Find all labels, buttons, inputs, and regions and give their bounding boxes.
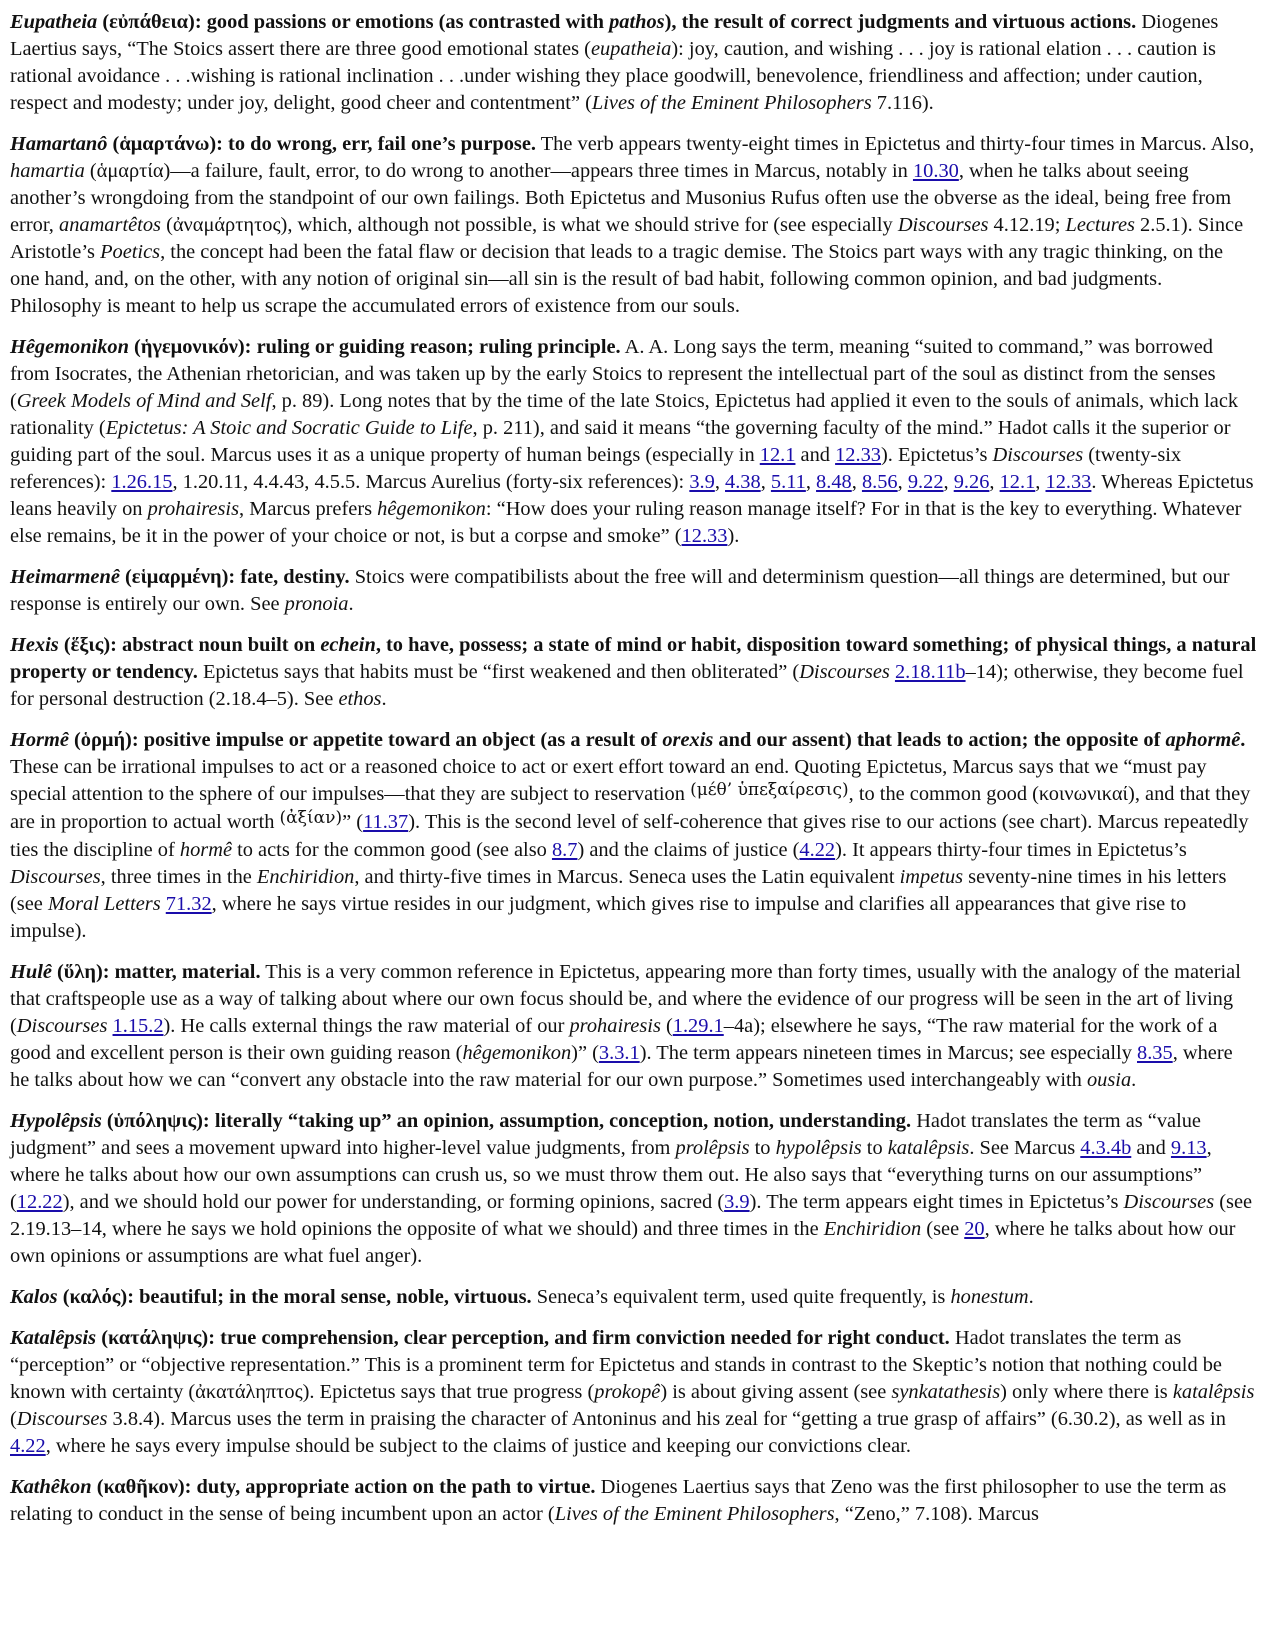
body-text: (twenty-six references): <box>10 444 1182 493</box>
body-text: to <box>749 1137 776 1159</box>
term-italic: Eupatheia <box>10 11 98 33</box>
italic-text: ousia <box>1086 1069 1132 1091</box>
term-italic: Hypolêpsis <box>10 1110 102 1132</box>
body-text: . <box>348 593 354 615</box>
italic-text: Discourses <box>992 444 1084 466</box>
body-text: These can be irrational impulses to act or a reasoned choice to act or exert effort toward an end. Quoting Epictetus, Marcus says that we “must pay special attention to the sphere of our impulses—that they are subject to reservation <box>10 756 1207 805</box>
italic-text: katalêpsis <box>1172 1381 1255 1403</box>
body-text: ): joy, caution, and wishing . . . joy is rational elation . . . caution is rational avoidance . . .wishing is rational inclination . . .under wishing they place goodwill, benevolence, friendliness and affection; under caution, respect and modesty; under joy, delight, good cheer and contentment” ( <box>10 38 1216 114</box>
italic-text: hypolêpsis <box>775 1137 862 1159</box>
italic-text: Discourses <box>897 214 989 236</box>
italic-text: prokopê <box>594 1381 661 1403</box>
term-italic: Kalos <box>10 1286 58 1308</box>
italic-text: prohairesis <box>569 1015 661 1037</box>
body-text: , where he talks about how we can “convert any obstacle into the raw material for our own purpose.” Sometimes used interchangeably with <box>10 1042 1233 1091</box>
body-text: ). The term appears nineteen times in Marcus; see especially <box>639 1042 1137 1064</box>
glossary-entry-heimarmene <box>10 564 1257 618</box>
cross-reference-link[interactable]: 8.7 <box>551 839 578 861</box>
body-text: . Whereas Epictetus leans heavily on <box>10 471 1254 520</box>
body-text: , and thirty-five times in Marcus. Seneca uses the Latin equivalent <box>354 866 900 888</box>
glossary-entry-hamartano <box>10 131 1257 320</box>
italic-text: prohairesis <box>147 498 239 520</box>
cross-reference-link[interactable]: 1.15.2 <box>112 1015 164 1037</box>
entry-term-heading <box>10 729 1245 751</box>
glossary-entry-eupatheia <box>10 9 1257 117</box>
body-text: 4.12.19; <box>988 214 1066 236</box>
body-text: . <box>381 688 387 710</box>
body-text: , <box>714 471 726 493</box>
italic-text: eupatheia <box>590 38 672 60</box>
body-text: , the concept had been the fatal flaw or decision that leads to a tragic demise. The Stoics part ways with any tragic thinking, on the one hand, and, on the other, with any notion of original sin—all sin is the result of bad habit, following common opinion, and bad judgments. Philosophy is meant to help us scrape the accumulated errors of existence from our souls. <box>10 241 1224 317</box>
body-text: ). <box>727 525 740 547</box>
cross-reference-link[interactable]: 12.33 <box>835 444 881 466</box>
italic-text: synkatathesis <box>891 1381 1001 1403</box>
italic-text: pronoia <box>284 593 349 615</box>
cross-reference-link[interactable]: 3.9 <box>724 1191 750 1213</box>
cross-reference-link[interactable]: 8.56 <box>861 471 898 493</box>
body-text: ), and we should hold our power for understanding, or forming opinions, sacred ( <box>62 1191 725 1213</box>
body-text: (see <box>921 1218 965 1240</box>
body-text: 7.116). <box>871 92 934 114</box>
term-italic: Hêgemonikon <box>10 336 129 358</box>
cross-reference-link[interactable]: 1.26.15 <box>111 471 173 493</box>
body-text: . <box>1028 1286 1034 1308</box>
body-text: (see 2.19.13–14, where he says we hold opinions the opposite of what we should) and three times in the <box>10 1191 1253 1240</box>
term-text: . <box>1240 729 1246 751</box>
italic-text: Moral Letters <box>47 893 161 915</box>
body-text: –4a); elsewhere he says, “The raw material for the work of a good and excellent person is their own guiding reason ( <box>10 1015 1218 1064</box>
body-text: Stoics were compatibilists about the free will and determinism question—all things are determined, but our response is entirely our own. See <box>10 566 1230 615</box>
cross-reference-link[interactable]: 9.26 <box>953 471 990 493</box>
italic-text: Lectures <box>1065 214 1135 236</box>
body-text: ). It appears thirty-four times in Epictetus’s <box>835 839 1187 861</box>
term-text: (ὕλη): matter, material. <box>51 961 261 983</box>
italic-text: prolêpsis <box>675 1137 750 1159</box>
glossary-entry-hule <box>10 959 1257 1094</box>
term-italic: Kathêkon <box>10 1476 92 1498</box>
italic-text: hêgemonikon <box>462 1042 572 1064</box>
italic-text: hamartia <box>10 160 85 182</box>
cross-reference-link[interactable]: 12.1 <box>759 444 796 466</box>
body-text: and <box>1131 1137 1171 1159</box>
body-text: , where he says virtue resides in our judgment, which gives rise to impulse and clarifies all appearances that give rise to impulse). <box>10 893 1187 942</box>
cross-reference-link[interactable]: 8.48 <box>816 471 852 493</box>
body-text: , where he talks about how our own opinions or assumptions are what fuel anger). <box>10 1218 1236 1267</box>
term-text: (ἕξις): abstract noun built on <box>58 634 321 656</box>
body-text: ( <box>10 1408 17 1430</box>
body-text: and <box>795 444 836 466</box>
term-italic: Hormê <box>10 729 69 751</box>
term-italic: aphormê <box>1165 729 1241 751</box>
italic-text: Poetics <box>100 241 161 263</box>
glossary-entry-katheekon <box>10 1474 1257 1528</box>
body-text: The verb appears twenty-eight times in Epictetus and thirty-four times in Marcus. Also, <box>535 133 1255 155</box>
body-text: –14); otherwise, they become fuel for personal destruction (2.18.4–5). See <box>10 661 1244 710</box>
italic-text: Discourses <box>16 1408 108 1430</box>
body-text: , <box>805 471 817 493</box>
cross-reference-link[interactable]: 1.29.1 <box>672 1015 724 1037</box>
term-italic: Hexis <box>10 634 59 656</box>
term-text: (ὑπόληψις): literally “taking up” an opinion, assumption, conception, notion, understanding. <box>101 1110 912 1132</box>
entry-term-heading <box>10 961 261 983</box>
body-text: , three times in the <box>100 866 257 888</box>
term-italic: pathos <box>609 11 665 33</box>
entry-term-heading <box>10 1110 911 1132</box>
body-text: This is a very common reference in Epictetus, appearing more than forty times, usually with the analogy of the material that craftspeople use as a way of talking about where our own focus should be, and where the evidence of our progress will be seen in the art of living ( <box>10 961 1241 1037</box>
cross-reference-link[interactable]: 12.33 <box>1045 471 1092 493</box>
body-text: , <box>1035 471 1046 493</box>
term-text: , to have, possess; a state of mind or habit, disposition toward something; of physical things, a natural property or tendency. <box>10 634 1257 683</box>
body-text: A. A. Long says the term, meaning “suited to command,” was borrowed from Isocrates, the Athenian rhetorician, and was taken up by the early Stoics to represent the intellectual part of the soul as distinct from the senses ( <box>10 336 1216 412</box>
glossary-entry-hypolepsis <box>10 1108 1257 1270</box>
entry-term-heading <box>10 566 350 588</box>
body-text: , to the common good (κοινωνικαί), and that they are in proportion to actual worth <box>10 783 1251 833</box>
term-italic: Hamartanô <box>10 133 108 155</box>
body-text: to <box>861 1137 888 1159</box>
body-text: , <box>851 471 862 493</box>
cross-reference-link[interactable]: 12.1 <box>999 471 1036 493</box>
body-text: ). He calls external things the raw material of our <box>163 1015 570 1037</box>
cross-reference-link[interactable]: 4.22 <box>10 1435 46 1457</box>
body-text: Epictetus says that habits must be “first weakened and then obliterated” ( <box>197 661 800 683</box>
italic-text: hêgemonikon <box>377 498 486 520</box>
glossary-entry-kalos <box>10 1284 1257 1311</box>
italic-text: Enchiridion <box>256 866 355 888</box>
term-italic: Katalêpsis <box>10 1327 97 1349</box>
entry-term-heading <box>10 11 1136 33</box>
italic-text: Greek Models of Mind and Self <box>16 390 272 412</box>
body-text: ) and the claims of justice ( <box>577 839 800 861</box>
body-text: , where he says every impulse should be subject to the claims of justice and keeping our convictions clear. <box>45 1435 911 1457</box>
body-text: Hadot translates the term as “perception” or “objective representation.” This is a prominent term for Epictetus and stands in contrast to the Skeptic’s notion that nothing could be known with certainty (ἀκατάληπτος). Epictetus says that true progress ( <box>10 1327 1222 1403</box>
body-text: ). This is the second level of self-coherence that gives rise to our actions (see chart). Marcus repeatedly ties the discipline of <box>10 811 1249 861</box>
italic-text: Lives of the Eminent Philosophers <box>591 92 872 114</box>
term-text: (ἁμαρτάνω): to do wrong, err, fail one’s purpose. <box>107 133 536 155</box>
body-text: , where he talks about how our own assumptions can crush us, so we must throw them out. He also says that “everything turns on our assumptions” ( <box>10 1137 1212 1213</box>
italic-text: Epictetus: A Stoic and Socratic Guide to Life <box>105 417 473 439</box>
term-italic: Heimarmenê <box>10 566 120 588</box>
cross-reference-link[interactable]: 20 <box>964 1218 985 1240</box>
italic-text: Enchiridion <box>823 1218 922 1240</box>
glossary-entry-hexis <box>10 632 1257 713</box>
cross-reference-link[interactable]: 8.35 <box>1137 1042 1173 1064</box>
body-text: , 1.20.11, 4.4.43, 4.5.5. Marcus Aurelius (forty-six references): <box>172 471 690 493</box>
cross-reference-link[interactable]: 4.3.4b <box>1080 1137 1132 1159</box>
cross-reference-link[interactable]: 4.22 <box>799 839 836 861</box>
cross-reference-link[interactable]: 11.37 <box>363 811 409 833</box>
body-text: , <box>897 471 908 493</box>
body-text: )” ( <box>571 1042 599 1064</box>
body-text: , p. 211), and said it means “the governing faculty of the mind.” Hadot calls it the superior or guiding part of the soul. Marcus uses it as a unique property of human beings (especially in <box>10 417 1231 466</box>
italic-text: honestum <box>950 1286 1029 1308</box>
body-text: Hadot translates the term as “value judgment” and sees a movement upward into higher-level value judgments, from <box>10 1110 1201 1159</box>
italic-text: Lives of the Eminent Philosophers <box>554 1503 835 1525</box>
italic-text: ethos <box>338 688 382 710</box>
entry-term-heading <box>10 133 536 155</box>
cross-reference-link[interactable]: 71.32 <box>165 893 212 915</box>
body-text: Diogenes Laertius says, “The Stoics assert there are three good emotional states ( <box>10 11 1219 60</box>
italic-text: impetus <box>899 866 964 888</box>
body-text: 3.8.4). Marcus uses the term in praising the character of Antoninus and his zeal for “getting a true grasp of affairs” (6.30.2), as well as in <box>107 1408 1226 1430</box>
cross-reference-link[interactable]: 12.22 <box>16 1191 63 1213</box>
body-text: : “How does your ruling reason manage itself? For in that is the key to everything. Whatever else remains, be it in the power of your choice or not, is but a corpse and smoke” ( <box>10 498 1242 547</box>
body-text: ). The term appears eight times in Epictetus’s <box>749 1191 1124 1213</box>
body-text: . See Marcus <box>969 1137 1081 1159</box>
body-text: Seneca’s equivalent term, used quite frequently, is <box>531 1286 951 1308</box>
cross-reference-link[interactable]: 9.22 <box>907 471 944 493</box>
body-text: , p. 89). Long notes that by the time of the late Stoics, Epictetus had applied it even to the souls of animals, which lack rationality ( <box>10 390 1239 439</box>
entry-term-heading <box>10 1327 950 1349</box>
italic-text: Discourses <box>799 661 890 683</box>
term-text: and our assent) that leads to action; the opposite of <box>713 729 1166 751</box>
cross-reference-link[interactable]: 3.3.1 <box>598 1042 640 1064</box>
greek-inline: (μέθ’ ὑπεξαίρεσις) <box>690 780 849 800</box>
glossary-entry-katalepsis <box>10 1325 1257 1460</box>
body-text: , Marcus prefers <box>239 498 378 520</box>
body-text: ) only where there is <box>1000 1381 1173 1403</box>
italic-text: katalêpsis <box>887 1137 970 1159</box>
body-text: , <box>989 471 1000 493</box>
body-text: Diogenes Laertius says that Zeno was the first philosopher to use the term as relating to conduct in the sense of being incumbent upon an actor ( <box>10 1476 1227 1525</box>
term-text: (εἱμαρμένη): fate, destiny. <box>119 566 350 588</box>
term-italic: echein <box>320 634 376 656</box>
italic-text: hormê <box>179 839 232 861</box>
body-text: ). Epictetus’s <box>880 444 993 466</box>
body-text: ) is about giving assent (see <box>660 1381 892 1403</box>
entry-term-heading <box>10 1476 596 1498</box>
body-text: to acts for the common good (see also <box>232 839 552 861</box>
cross-reference-link[interactable]: 5.11 <box>770 471 806 493</box>
body-text: seventy-nine times in his letters (see <box>10 866 1227 915</box>
term-text: (καλός): beautiful; in the moral sense, noble, virtuous. <box>57 1286 532 1308</box>
term-text: (ἡγεμονικόν): ruling or guiding reason; ruling principle. <box>128 336 621 358</box>
term-italic: Hulê <box>10 961 52 983</box>
term-text: (καθῆκον): duty, appropriate action on the path to virtue. <box>91 1476 596 1498</box>
term-text: (κατάληψις): true comprehension, clear perception, and firm conviction needed for right conduct. <box>96 1327 950 1349</box>
body-text: 2.5.1). Since Aristotle’s <box>10 214 1244 263</box>
cross-reference-link[interactable]: 12.33 <box>681 525 728 547</box>
italic-text: Discourses <box>1123 1191 1215 1213</box>
italic-text: Discourses <box>16 1015 108 1037</box>
term-text: (εὐπάθεια): good passions or emotions (as contrasted with <box>97 11 610 33</box>
entry-term-heading <box>10 336 621 358</box>
glossary-entry-horme <box>10 727 1257 945</box>
body-text: , <box>943 471 954 493</box>
body-text: ( <box>660 1015 673 1037</box>
term-italic: orexis <box>662 729 714 751</box>
body-text: ” ( <box>342 811 364 833</box>
body-text: , “Zeno,” 7.108). Marcus <box>834 1503 1039 1525</box>
body-text: . <box>1131 1069 1137 1091</box>
term-text: (ὁρμή): positive impulse or appetite toward an object (as a result of <box>68 729 663 751</box>
body-text: , when he talks about seeing another’s wrongdoing from the standpoint of our own failings. Both Epictetus and Musonius Rufus often use the obverse as the ideal, being free from error, <box>10 160 1232 236</box>
body-text: (ἀναμάρτητος), which, although not possible, is what we should strive for (see especially <box>160 214 898 236</box>
cross-reference-link[interactable]: 4.38 <box>725 471 761 493</box>
cross-reference-link[interactable]: 9.13 <box>1170 1137 1207 1159</box>
cross-reference-link[interactable]: 10.30 <box>912 160 959 182</box>
glossary-entry-hegemonikon <box>10 334 1257 550</box>
italic-text: anamartêtos <box>59 214 161 236</box>
cross-reference-link[interactable]: 3.9 <box>689 471 715 493</box>
body-text: , <box>760 471 771 493</box>
entry-term-heading <box>10 1286 532 1308</box>
term-text: ), the result of correct judgments and virtuous actions. <box>664 11 1137 33</box>
body-text: (ἁμαρτία)—a failure, fault, error, to do wrong to another—appears three times in Marcus, notably in <box>84 160 913 182</box>
greek-inline: (ἀξίαν) <box>279 808 343 828</box>
cross-reference-link[interactable]: 2.18.11b <box>894 661 966 683</box>
italic-text: Discourses <box>10 866 101 888</box>
